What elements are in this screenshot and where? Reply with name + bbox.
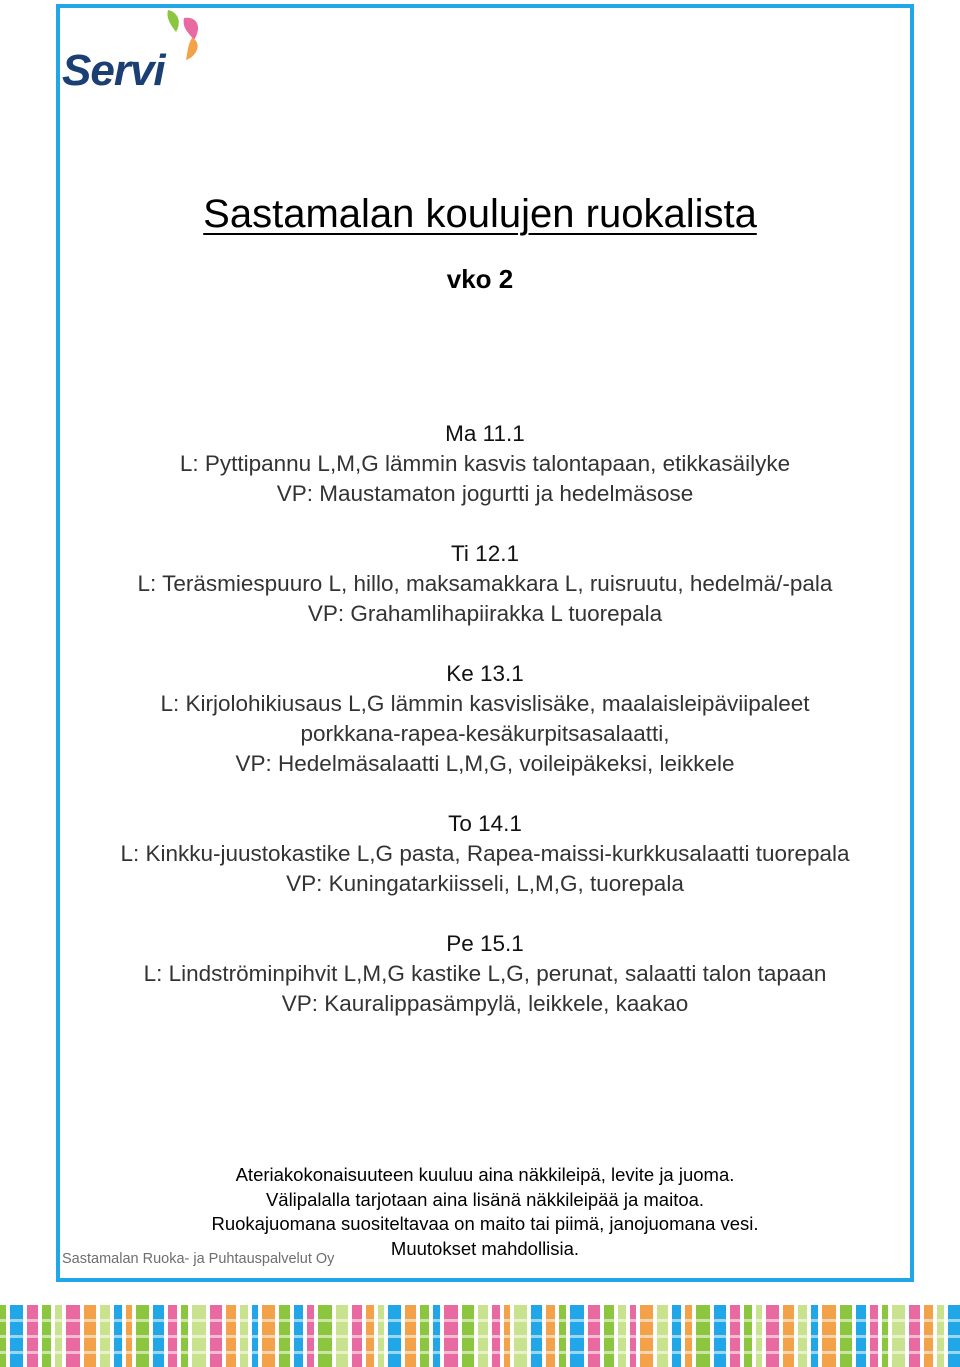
menu-line: VP: Kauralippasämpylä, leikkele, kaakao [281, 991, 689, 1016]
day-tuesday [60, 539, 910, 629]
day-label: Pe 15.1 [446, 931, 524, 956]
menu-line: L: Kirjolohikiusaus L,G lämmin kasvislisäke, maalaisleipäviipaleet [160, 691, 810, 716]
menu-line: porkkana-rapea-kesäkurpitsasalaatti, [300, 721, 670, 746]
stripe-band [0, 1335, 960, 1338]
week-label: vko 2 [446, 264, 514, 294]
day-thursday [60, 809, 910, 899]
day-label: To 14.1 [448, 811, 522, 836]
day-label: Ke 13.1 [446, 661, 524, 686]
day-friday [60, 929, 910, 1019]
note-line: Ateriakokonaisuuteen kuuluu aina näkkileipä, levite ja juoma. [235, 1164, 735, 1185]
day-wednesday [60, 659, 910, 779]
menu-line: L: Pyttipannu L,M,G lämmin kasvis talontapaan, etikkasäilyke [179, 451, 791, 476]
weekly-menu [60, 419, 910, 1049]
menu-line: VP: Kuningatarkiisseli, L,M,G, tuorepala [286, 871, 684, 896]
stripe-band [0, 1351, 960, 1354]
note-line: Välipalalla tarjotaan aina lisänä näkkileipää ja maitoa. [265, 1188, 705, 1210]
day-monday [60, 419, 910, 509]
note-line: Muutokset mahdollisia. [390, 1237, 580, 1259]
company-name: Sastamalan Ruoka- ja Puhtauspalvelut Oy [62, 1251, 335, 1267]
day-label: Ma 11.1 [445, 421, 525, 446]
menu-line: VP: Maustamaton jogurtti ja hedelmäsose [276, 481, 694, 506]
decorative-stripes [0, 1305, 960, 1367]
menu-line: VP: Grahamlihapiirakka L tuorepala [307, 601, 663, 626]
servi-logo [62, 8, 202, 94]
menu-line: L: Lindströminpihvit L,M,G kastike L,G, perunat, salaatti talon tapaan [143, 961, 827, 986]
logo-text: Servi [62, 46, 165, 95]
menu-line: VP: Hedelmäsalaatti L,M,G, voileipäkeksi, leikkele [235, 751, 735, 776]
menu-line: L: Teräsmiespuuro L, hillo, maksamakkara L, ruisruutu, hedelmä/-pala [137, 571, 833, 596]
page-title: Sastamalan koulujen ruokalista [203, 192, 757, 236]
notes [60, 1163, 910, 1261]
stripe-band [0, 1319, 960, 1322]
day-label: Ti 12.1 [451, 541, 519, 566]
menu-line: L: Kinkku-juustokastike L,G pasta, Rapea-maissi-kurkkusalaatti tuorepala [120, 841, 850, 866]
note-line: Ruokajuomana suositeltavaa on maito tai piimä, janojuomana vesi. [211, 1213, 759, 1234]
